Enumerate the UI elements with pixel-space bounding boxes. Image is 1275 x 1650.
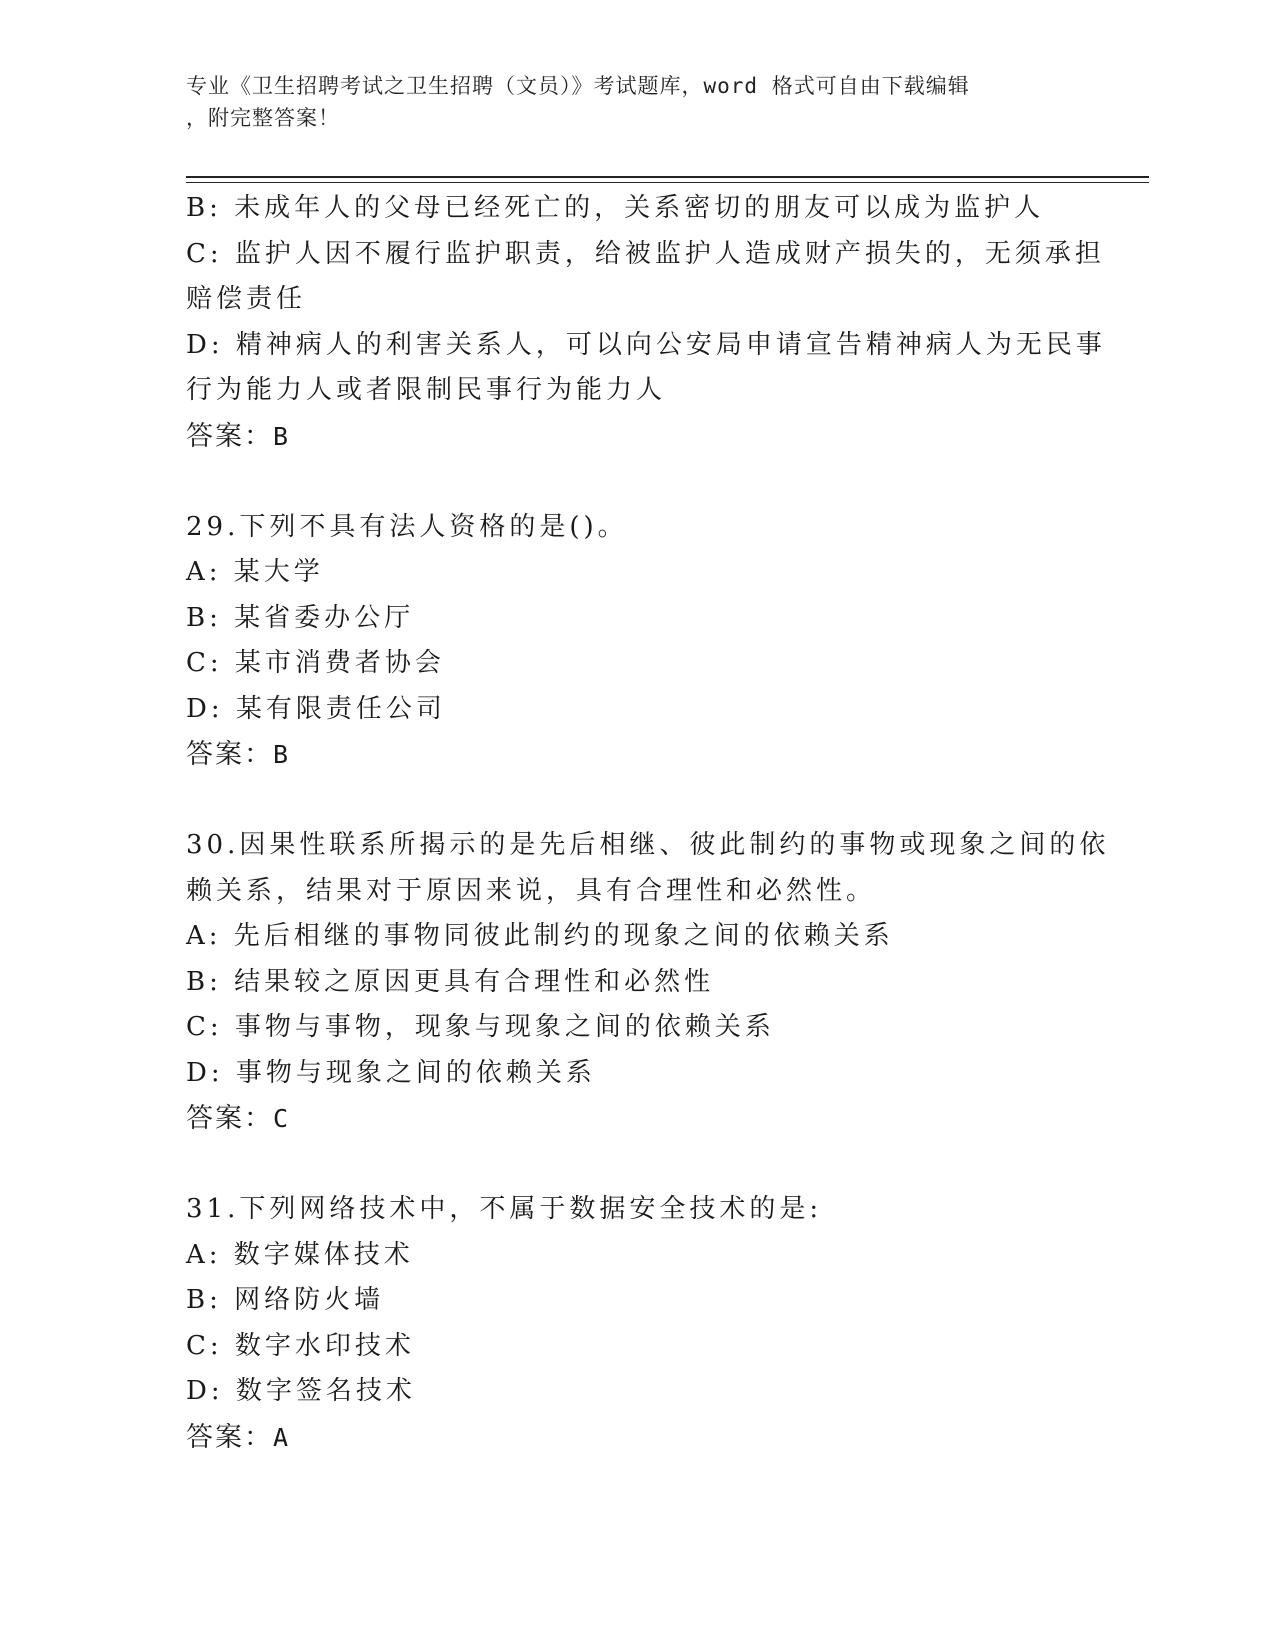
header-line-1: 专业《卫生招聘考试之卫生招聘（文员）》考试题库，word 格式可自由下载编辑 <box>186 74 970 98</box>
option-b: B: 未成年人的父母已经死亡的，关系密切的朋友可以成为监护人 <box>186 193 1045 223</box>
answer-value: C <box>273 1104 291 1133</box>
answer-line <box>186 732 1066 778</box>
option-b: B: 某省委办公厅 <box>186 602 415 633</box>
question-stem: 29.下列不具有法人资格的是()。 <box>186 511 628 542</box>
spacer <box>186 1142 1066 1188</box>
question-30 <box>186 823 1110 1142</box>
option-b: B: 网络防火墙 <box>186 1285 385 1315</box>
question-31 <box>186 1187 1066 1460</box>
answer-value: B <box>273 421 291 451</box>
option-d: D: 事物与现象之间的依赖关系 <box>186 1057 596 1088</box>
option-d-line-1: D: 精神病人的利害关系人，可以向公安局申请宣告精神病人为无民事 <box>186 329 1106 360</box>
option-a: A: 某大学 <box>186 557 324 587</box>
option-c: C: 数字水印技术 <box>186 1330 415 1361</box>
question-stem: 31.下列网络技术中，不属于数据安全技术的是: <box>186 1194 823 1224</box>
spacer <box>186 778 1066 824</box>
question-stem-line-1: 30.因果性联系所揭示的是先后相继、彼此制约的事物或现象之间的依 <box>186 830 1110 860</box>
answer-label: 答案： <box>186 739 273 770</box>
answer-line <box>186 1415 1066 1461</box>
spacer <box>186 459 1066 505</box>
option-c: C: 某市消费者协会 <box>186 648 445 678</box>
answer-line <box>186 414 1066 460</box>
option-a: A: 先后相继的事物同彼此制约的现象之间的依赖关系 <box>186 921 894 951</box>
answer-label: 答案： <box>186 1103 273 1134</box>
answer-value: B <box>273 740 291 769</box>
option-a: A: 数字媒体技术 <box>186 1239 414 1270</box>
question-stem-line-2: 赖关系，结果对于原因来说，具有合理性和必然性。 <box>186 875 877 906</box>
answer-label: 答案： <box>186 420 273 452</box>
option-d: D: 数字签名技术 <box>186 1376 416 1406</box>
option-b: B: 结果较之原因更具有合理性和必然性 <box>186 966 715 997</box>
question-29 <box>186 505 1066 778</box>
option-c-line-2: 赔偿责任 <box>186 284 307 314</box>
question-28-continuation <box>186 186 1106 459</box>
option-d: D: 某有限责任公司 <box>186 693 446 724</box>
option-c-line-1: C: 监护人因不履行监护职责，给被监护人造成财产损失的，无须承担 <box>186 238 1105 269</box>
answer-value: A <box>273 1422 291 1452</box>
option-d-line-2: 行为能力人或者限制民事行为能力人 <box>186 375 667 405</box>
option-c: C: 事物与事物，现象与现象之间的依赖关系 <box>186 1012 775 1042</box>
question-list <box>186 186 1110 1460</box>
answer-label: 答案： <box>186 1421 273 1453</box>
header-line-2: ，附完整答案！ <box>186 106 340 130</box>
answer-line <box>186 1096 1066 1142</box>
header-rule-thin <box>186 182 1149 183</box>
header-rule-thick <box>186 176 1149 178</box>
document-header <box>186 70 1066 134</box>
